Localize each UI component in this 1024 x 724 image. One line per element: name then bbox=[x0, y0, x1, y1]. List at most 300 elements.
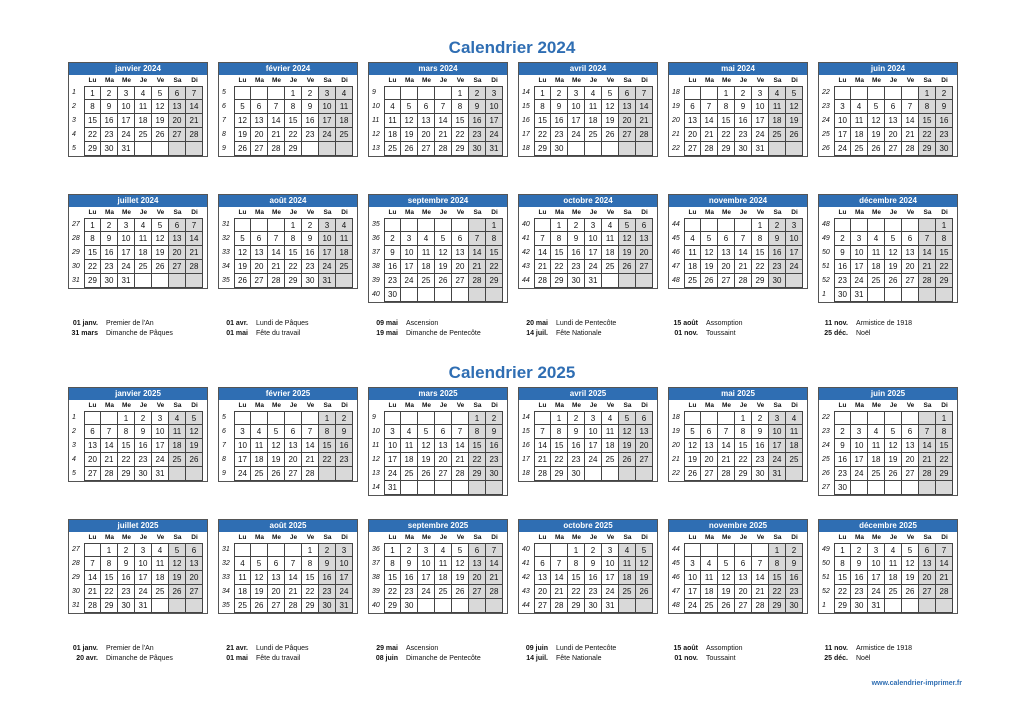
day-cell[interactable]: 20 bbox=[418, 128, 435, 142]
day-cell[interactable]: 27 bbox=[285, 467, 302, 481]
day-cell[interactable]: 20 bbox=[285, 453, 302, 467]
day-cell[interactable]: 20 bbox=[452, 260, 469, 274]
day-cell[interactable]: 11 bbox=[401, 439, 418, 453]
day-cell[interactable]: 15 bbox=[101, 571, 118, 585]
day-cell[interactable]: 8 bbox=[285, 232, 302, 246]
day-cell[interactable]: 17 bbox=[152, 439, 169, 453]
day-cell[interactable]: 16 bbox=[851, 571, 868, 585]
day-cell[interactable] bbox=[636, 274, 653, 288]
day-cell[interactable]: 14 bbox=[752, 571, 769, 585]
day-cell[interactable]: 28 bbox=[101, 467, 118, 481]
day-cell[interactable]: 21 bbox=[636, 114, 653, 128]
day-cell[interactable]: 7 bbox=[452, 425, 469, 439]
day-cell[interactable]: 2 bbox=[302, 86, 319, 100]
day-cell[interactable]: 12 bbox=[186, 425, 203, 439]
day-cell[interactable]: 19 bbox=[152, 114, 169, 128]
day-cell[interactable]: 16 bbox=[384, 260, 401, 274]
day-cell[interactable]: 4 bbox=[336, 218, 353, 232]
day-cell[interactable]: 19 bbox=[602, 114, 619, 128]
day-cell[interactable]: 7 bbox=[551, 557, 568, 571]
day-cell[interactable]: 3 bbox=[786, 218, 803, 232]
day-cell[interactable]: 4 bbox=[769, 86, 786, 100]
day-cell[interactable]: 7 bbox=[186, 218, 203, 232]
day-cell[interactable]: 29 bbox=[936, 274, 953, 288]
day-cell[interactable]: 20 bbox=[701, 453, 718, 467]
day-cell[interactable]: 11 bbox=[435, 557, 452, 571]
day-cell[interactable] bbox=[636, 599, 653, 613]
day-cell[interactable]: 15 bbox=[534, 114, 551, 128]
day-cell[interactable]: 15 bbox=[834, 571, 851, 585]
day-cell[interactable]: 1 bbox=[452, 86, 469, 100]
day-cell[interactable]: 13 bbox=[902, 439, 919, 453]
day-cell[interactable] bbox=[718, 218, 735, 232]
day-cell[interactable]: 6 bbox=[636, 411, 653, 425]
day-cell[interactable]: 5 bbox=[868, 100, 885, 114]
day-cell[interactable]: 4 bbox=[885, 543, 902, 557]
day-cell[interactable]: 4 bbox=[851, 100, 868, 114]
day-cell[interactable]: 16 bbox=[101, 246, 118, 260]
day-cell[interactable] bbox=[101, 411, 118, 425]
day-cell[interactable]: 3 bbox=[319, 86, 336, 100]
day-cell[interactable]: 12 bbox=[701, 246, 718, 260]
day-cell[interactable]: 21 bbox=[452, 453, 469, 467]
day-cell[interactable]: 23 bbox=[834, 467, 851, 481]
day-cell[interactable]: 31 bbox=[585, 274, 602, 288]
day-cell[interactable] bbox=[701, 218, 718, 232]
day-cell[interactable]: 22 bbox=[735, 453, 752, 467]
day-cell[interactable]: 18 bbox=[619, 571, 636, 585]
day-cell[interactable]: 19 bbox=[452, 571, 469, 585]
day-cell[interactable] bbox=[401, 481, 418, 495]
day-cell[interactable] bbox=[902, 411, 919, 425]
day-cell[interactable]: 30 bbox=[101, 142, 118, 156]
day-cell[interactable] bbox=[435, 411, 452, 425]
day-cell[interactable] bbox=[868, 86, 885, 100]
day-cell[interactable]: 10 bbox=[834, 114, 851, 128]
day-cell[interactable]: 12 bbox=[234, 246, 251, 260]
day-cell[interactable]: 30 bbox=[568, 467, 585, 481]
day-cell[interactable]: 18 bbox=[435, 571, 452, 585]
day-cell[interactable]: 12 bbox=[152, 100, 169, 114]
day-cell[interactable]: 26 bbox=[401, 142, 418, 156]
day-cell[interactable]: 3 bbox=[769, 411, 786, 425]
day-cell[interactable]: 24 bbox=[384, 467, 401, 481]
day-cell[interactable]: 25 bbox=[401, 467, 418, 481]
day-cell[interactable]: 2 bbox=[585, 543, 602, 557]
day-cell[interactable]: 13 bbox=[452, 246, 469, 260]
day-cell[interactable] bbox=[684, 411, 701, 425]
day-cell[interactable]: 30 bbox=[752, 467, 769, 481]
day-cell[interactable]: 13 bbox=[885, 114, 902, 128]
day-cell[interactable]: 23 bbox=[851, 585, 868, 599]
day-cell[interactable] bbox=[169, 274, 186, 288]
day-cell[interactable]: 14 bbox=[186, 232, 203, 246]
day-cell[interactable]: 8 bbox=[118, 425, 135, 439]
day-cell[interactable]: 15 bbox=[735, 439, 752, 453]
day-cell[interactable]: 24 bbox=[868, 585, 885, 599]
day-cell[interactable]: 7 bbox=[101, 425, 118, 439]
day-cell[interactable]: 1 bbox=[834, 543, 851, 557]
day-cell[interactable]: 1 bbox=[319, 411, 336, 425]
day-cell[interactable] bbox=[769, 142, 786, 156]
day-cell[interactable]: 21 bbox=[268, 260, 285, 274]
day-cell[interactable] bbox=[319, 142, 336, 156]
day-cell[interactable]: 26 bbox=[619, 453, 636, 467]
day-cell[interactable]: 23 bbox=[551, 128, 568, 142]
day-cell[interactable]: 28 bbox=[701, 142, 718, 156]
day-cell[interactable]: 11 bbox=[418, 246, 435, 260]
day-cell[interactable]: 8 bbox=[936, 425, 953, 439]
day-cell[interactable]: 3 bbox=[336, 543, 353, 557]
day-cell[interactable]: 22 bbox=[101, 585, 118, 599]
day-cell[interactable]: 27 bbox=[84, 467, 101, 481]
day-cell[interactable]: 16 bbox=[769, 246, 786, 260]
day-cell[interactable]: 24 bbox=[684, 599, 701, 613]
day-cell[interactable]: 15 bbox=[84, 246, 101, 260]
day-cell[interactable]: 3 bbox=[851, 232, 868, 246]
day-cell[interactable]: 4 bbox=[152, 543, 169, 557]
day-cell[interactable]: 16 bbox=[486, 439, 503, 453]
day-cell[interactable]: 29 bbox=[384, 599, 401, 613]
day-cell[interactable]: 5 bbox=[885, 232, 902, 246]
day-cell[interactable]: 1 bbox=[469, 411, 486, 425]
day-cell[interactable]: 16 bbox=[336, 439, 353, 453]
day-cell[interactable] bbox=[851, 411, 868, 425]
day-cell[interactable]: 18 bbox=[251, 453, 268, 467]
day-cell[interactable]: 12 bbox=[885, 439, 902, 453]
day-cell[interactable]: 25 bbox=[384, 142, 401, 156]
day-cell[interactable]: 22 bbox=[551, 453, 568, 467]
day-cell[interactable]: 7 bbox=[936, 543, 953, 557]
day-cell[interactable]: 31 bbox=[486, 142, 503, 156]
day-cell[interactable]: 11 bbox=[152, 557, 169, 571]
day-cell[interactable]: 28 bbox=[302, 467, 319, 481]
day-cell[interactable]: 27 bbox=[534, 599, 551, 613]
day-cell[interactable]: 15 bbox=[936, 246, 953, 260]
day-cell[interactable]: 19 bbox=[868, 128, 885, 142]
day-cell[interactable]: 8 bbox=[568, 557, 585, 571]
day-cell[interactable]: 24 bbox=[585, 260, 602, 274]
day-cell[interactable]: 15 bbox=[769, 571, 786, 585]
day-cell[interactable]: 9 bbox=[336, 425, 353, 439]
day-cell[interactable] bbox=[251, 543, 268, 557]
day-cell[interactable]: 9 bbox=[769, 232, 786, 246]
day-cell[interactable] bbox=[418, 481, 435, 495]
day-cell[interactable]: 31 bbox=[336, 599, 353, 613]
day-cell[interactable]: 22 bbox=[384, 585, 401, 599]
day-cell[interactable]: 14 bbox=[101, 439, 118, 453]
day-cell[interactable]: 18 bbox=[336, 246, 353, 260]
day-cell[interactable]: 13 bbox=[268, 571, 285, 585]
day-cell[interactable]: 4 bbox=[135, 86, 152, 100]
day-cell[interactable]: 8 bbox=[752, 232, 769, 246]
day-cell[interactable]: 23 bbox=[585, 585, 602, 599]
day-cell[interactable]: 16 bbox=[118, 571, 135, 585]
day-cell[interactable]: 19 bbox=[418, 453, 435, 467]
day-cell[interactable]: 1 bbox=[84, 86, 101, 100]
day-cell[interactable]: 28 bbox=[268, 142, 285, 156]
day-cell[interactable]: 16 bbox=[568, 246, 585, 260]
day-cell[interactable]: 21 bbox=[302, 453, 319, 467]
day-cell[interactable] bbox=[435, 218, 452, 232]
day-cell[interactable]: 13 bbox=[902, 246, 919, 260]
day-cell[interactable]: 5 bbox=[401, 100, 418, 114]
day-cell[interactable]: 1 bbox=[486, 218, 503, 232]
day-cell[interactable] bbox=[619, 142, 636, 156]
day-cell[interactable]: 18 bbox=[851, 128, 868, 142]
day-cell[interactable]: 29 bbox=[551, 467, 568, 481]
day-cell[interactable] bbox=[701, 86, 718, 100]
day-cell[interactable]: 1 bbox=[551, 218, 568, 232]
day-cell[interactable]: 14 bbox=[718, 439, 735, 453]
day-cell[interactable]: 25 bbox=[868, 467, 885, 481]
day-cell[interactable]: 1 bbox=[936, 218, 953, 232]
day-cell[interactable]: 28 bbox=[452, 467, 469, 481]
day-cell[interactable]: 4 bbox=[701, 557, 718, 571]
day-cell[interactable] bbox=[186, 274, 203, 288]
day-cell[interactable]: 20 bbox=[469, 571, 486, 585]
day-cell[interactable]: 5 bbox=[234, 232, 251, 246]
day-cell[interactable]: 9 bbox=[135, 425, 152, 439]
day-cell[interactable]: 26 bbox=[684, 467, 701, 481]
day-cell[interactable]: 8 bbox=[936, 232, 953, 246]
day-cell[interactable]: 14 bbox=[84, 571, 101, 585]
day-cell[interactable] bbox=[936, 288, 953, 302]
day-cell[interactable]: 19 bbox=[186, 439, 203, 453]
day-cell[interactable] bbox=[486, 599, 503, 613]
day-cell[interactable]: 27 bbox=[169, 128, 186, 142]
day-cell[interactable]: 28 bbox=[551, 599, 568, 613]
day-cell[interactable]: 10 bbox=[585, 232, 602, 246]
day-cell[interactable]: 30 bbox=[551, 142, 568, 156]
day-cell[interactable]: 9 bbox=[302, 232, 319, 246]
day-cell[interactable]: 31 bbox=[118, 274, 135, 288]
day-cell[interactable]: 17 bbox=[851, 260, 868, 274]
day-cell[interactable]: 6 bbox=[169, 218, 186, 232]
day-cell[interactable]: 1 bbox=[384, 543, 401, 557]
day-cell[interactable] bbox=[735, 218, 752, 232]
day-cell[interactable]: 27 bbox=[902, 274, 919, 288]
day-cell[interactable]: 2 bbox=[469, 86, 486, 100]
day-cell[interactable]: 21 bbox=[936, 571, 953, 585]
day-cell[interactable]: 7 bbox=[268, 232, 285, 246]
day-cell[interactable]: 8 bbox=[919, 100, 936, 114]
day-cell[interactable]: 6 bbox=[619, 86, 636, 100]
day-cell[interactable]: 30 bbox=[135, 467, 152, 481]
day-cell[interactable] bbox=[384, 411, 401, 425]
day-cell[interactable]: 4 bbox=[418, 232, 435, 246]
day-cell[interactable]: 18 bbox=[336, 114, 353, 128]
day-cell[interactable]: 29 bbox=[285, 274, 302, 288]
day-cell[interactable]: 7 bbox=[752, 557, 769, 571]
day-cell[interactable]: 25 bbox=[619, 585, 636, 599]
day-cell[interactable] bbox=[435, 599, 452, 613]
day-cell[interactable]: 24 bbox=[752, 128, 769, 142]
day-cell[interactable]: 7 bbox=[486, 543, 503, 557]
day-cell[interactable]: 13 bbox=[84, 439, 101, 453]
day-cell[interactable]: 17 bbox=[752, 114, 769, 128]
day-cell[interactable]: 21 bbox=[84, 585, 101, 599]
day-cell[interactable]: 17 bbox=[684, 585, 701, 599]
day-cell[interactable]: 9 bbox=[834, 439, 851, 453]
day-cell[interactable]: 12 bbox=[152, 232, 169, 246]
day-cell[interactable] bbox=[684, 543, 701, 557]
day-cell[interactable]: 10 bbox=[384, 439, 401, 453]
day-cell[interactable]: 27 bbox=[684, 142, 701, 156]
day-cell[interactable]: 3 bbox=[401, 232, 418, 246]
day-cell[interactable]: 7 bbox=[902, 100, 919, 114]
day-cell[interactable]: 17 bbox=[834, 128, 851, 142]
day-cell[interactable]: 25 bbox=[435, 585, 452, 599]
day-cell[interactable]: 26 bbox=[251, 599, 268, 613]
day-cell[interactable]: 18 bbox=[152, 571, 169, 585]
day-cell[interactable] bbox=[169, 467, 186, 481]
day-cell[interactable] bbox=[786, 467, 803, 481]
day-cell[interactable]: 9 bbox=[786, 557, 803, 571]
day-cell[interactable]: 3 bbox=[118, 86, 135, 100]
day-cell[interactable]: 20 bbox=[268, 585, 285, 599]
day-cell[interactable]: 31 bbox=[118, 142, 135, 156]
day-cell[interactable] bbox=[452, 481, 469, 495]
day-cell[interactable]: 24 bbox=[602, 585, 619, 599]
day-cell[interactable]: 18 bbox=[868, 453, 885, 467]
day-cell[interactable]: 13 bbox=[186, 557, 203, 571]
day-cell[interactable]: 29 bbox=[285, 142, 302, 156]
day-cell[interactable] bbox=[268, 86, 285, 100]
day-cell[interactable] bbox=[186, 467, 203, 481]
day-cell[interactable]: 19 bbox=[885, 260, 902, 274]
day-cell[interactable]: 14 bbox=[936, 557, 953, 571]
day-cell[interactable]: 9 bbox=[384, 246, 401, 260]
day-cell[interactable] bbox=[718, 543, 735, 557]
day-cell[interactable]: 26 bbox=[636, 585, 653, 599]
day-cell[interactable]: 13 bbox=[919, 557, 936, 571]
day-cell[interactable] bbox=[234, 86, 251, 100]
day-cell[interactable] bbox=[401, 86, 418, 100]
day-cell[interactable] bbox=[251, 218, 268, 232]
day-cell[interactable]: 3 bbox=[585, 218, 602, 232]
day-cell[interactable] bbox=[401, 218, 418, 232]
day-cell[interactable]: 30 bbox=[735, 142, 752, 156]
day-cell[interactable]: 30 bbox=[319, 599, 336, 613]
day-cell[interactable]: 10 bbox=[585, 425, 602, 439]
day-cell[interactable] bbox=[336, 274, 353, 288]
day-cell[interactable]: 12 bbox=[718, 571, 735, 585]
day-cell[interactable]: 5 bbox=[885, 425, 902, 439]
day-cell[interactable]: 3 bbox=[834, 100, 851, 114]
day-cell[interactable] bbox=[452, 411, 469, 425]
day-cell[interactable] bbox=[868, 411, 885, 425]
day-cell[interactable]: 28 bbox=[752, 599, 769, 613]
day-cell[interactable] bbox=[919, 481, 936, 495]
day-cell[interactable]: 16 bbox=[735, 114, 752, 128]
day-cell[interactable]: 18 bbox=[585, 114, 602, 128]
day-cell[interactable]: 14 bbox=[285, 571, 302, 585]
day-cell[interactable]: 9 bbox=[568, 425, 585, 439]
day-cell[interactable]: 30 bbox=[384, 288, 401, 302]
day-cell[interactable] bbox=[902, 481, 919, 495]
day-cell[interactable]: 9 bbox=[752, 425, 769, 439]
day-cell[interactable]: 3 bbox=[384, 425, 401, 439]
day-cell[interactable]: 28 bbox=[636, 128, 653, 142]
day-cell[interactable]: 28 bbox=[84, 599, 101, 613]
day-cell[interactable]: 24 bbox=[834, 142, 851, 156]
day-cell[interactable]: 9 bbox=[401, 557, 418, 571]
day-cell[interactable]: 9 bbox=[585, 557, 602, 571]
day-cell[interactable]: 24 bbox=[418, 585, 435, 599]
day-cell[interactable]: 16 bbox=[834, 453, 851, 467]
day-cell[interactable]: 13 bbox=[418, 114, 435, 128]
day-cell[interactable]: 21 bbox=[268, 128, 285, 142]
day-cell[interactable]: 11 bbox=[684, 246, 701, 260]
day-cell[interactable]: 13 bbox=[534, 571, 551, 585]
day-cell[interactable]: 19 bbox=[268, 453, 285, 467]
day-cell[interactable]: 12 bbox=[619, 425, 636, 439]
day-cell[interactable]: 1 bbox=[735, 411, 752, 425]
day-cell[interactable]: 5 bbox=[186, 411, 203, 425]
day-cell[interactable]: 1 bbox=[551, 411, 568, 425]
day-cell[interactable]: 11 bbox=[885, 557, 902, 571]
day-cell[interactable] bbox=[701, 543, 718, 557]
day-cell[interactable]: 2 bbox=[752, 411, 769, 425]
day-cell[interactable] bbox=[885, 411, 902, 425]
day-cell[interactable]: 19 bbox=[684, 453, 701, 467]
day-cell[interactable]: 4 bbox=[135, 218, 152, 232]
day-cell[interactable]: 18 bbox=[769, 114, 786, 128]
day-cell[interactable]: 17 bbox=[786, 246, 803, 260]
day-cell[interactable]: 24 bbox=[118, 260, 135, 274]
day-cell[interactable]: 28 bbox=[919, 274, 936, 288]
day-cell[interactable]: 7 bbox=[636, 86, 653, 100]
day-cell[interactable] bbox=[885, 599, 902, 613]
day-cell[interactable]: 15 bbox=[752, 246, 769, 260]
day-cell[interactable]: 6 bbox=[251, 232, 268, 246]
day-cell[interactable]: 28 bbox=[919, 467, 936, 481]
day-cell[interactable] bbox=[851, 86, 868, 100]
day-cell[interactable]: 20 bbox=[251, 128, 268, 142]
day-cell[interactable]: 5 bbox=[636, 543, 653, 557]
day-cell[interactable]: 14 bbox=[919, 439, 936, 453]
day-cell[interactable]: 14 bbox=[302, 439, 319, 453]
day-cell[interactable]: 30 bbox=[769, 274, 786, 288]
day-cell[interactable]: 7 bbox=[302, 425, 319, 439]
day-cell[interactable] bbox=[152, 142, 169, 156]
day-cell[interactable] bbox=[919, 218, 936, 232]
day-cell[interactable]: 18 bbox=[701, 585, 718, 599]
day-cell[interactable]: 2 bbox=[568, 411, 585, 425]
day-cell[interactable]: 10 bbox=[118, 100, 135, 114]
day-cell[interactable]: 19 bbox=[786, 114, 803, 128]
day-cell[interactable]: 29 bbox=[469, 467, 486, 481]
day-cell[interactable]: 1 bbox=[101, 543, 118, 557]
day-cell[interactable]: 4 bbox=[786, 411, 803, 425]
day-cell[interactable]: 28 bbox=[902, 142, 919, 156]
day-cell[interactable]: 5 bbox=[786, 86, 803, 100]
day-cell[interactable]: 8 bbox=[285, 100, 302, 114]
day-cell[interactable]: 18 bbox=[135, 114, 152, 128]
day-cell[interactable]: 19 bbox=[435, 260, 452, 274]
day-cell[interactable]: 17 bbox=[418, 571, 435, 585]
day-cell[interactable]: 17 bbox=[118, 246, 135, 260]
day-cell[interactable]: 13 bbox=[735, 571, 752, 585]
day-cell[interactable]: 10 bbox=[786, 232, 803, 246]
day-cell[interactable]: 25 bbox=[868, 274, 885, 288]
day-cell[interactable]: 3 bbox=[234, 425, 251, 439]
day-cell[interactable]: 31 bbox=[602, 599, 619, 613]
day-cell[interactable]: 20 bbox=[902, 260, 919, 274]
day-cell[interactable]: 20 bbox=[636, 246, 653, 260]
day-cell[interactable]: 29 bbox=[834, 599, 851, 613]
